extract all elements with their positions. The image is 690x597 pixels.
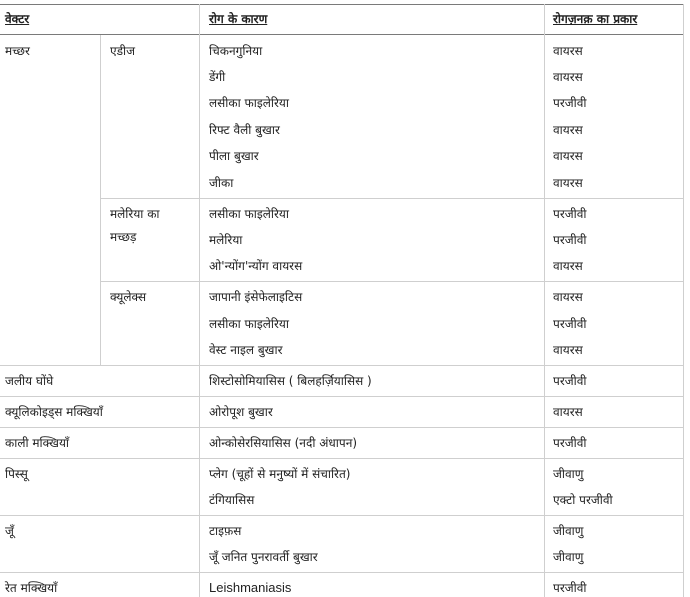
- pathogen-cell: वायरस: [553, 405, 583, 419]
- pathogen-cell: वायरस: [553, 70, 583, 84]
- pathogen-cell: वायरस: [553, 149, 583, 163]
- disease-cell: पीला बुखार: [209, 149, 259, 163]
- subvector-cell: क्यूलेक्स: [110, 290, 147, 304]
- disease-cell: टंगियासिस: [209, 493, 255, 507]
- pathogen-cell: जीवाणु: [553, 524, 584, 538]
- disease-cell: जापानी इंसेफेलाइटिस: [209, 290, 303, 304]
- pathogen-cell: वायरस: [553, 290, 583, 304]
- pathogen-cell: परजीवी: [553, 317, 587, 331]
- row-rule: [0, 396, 683, 397]
- disease-cell: लसीका फाइलेरिया: [209, 96, 289, 110]
- row-rule: [0, 515, 683, 516]
- row-rule: [100, 281, 683, 282]
- pathogen-cell: परजीवी: [553, 436, 587, 450]
- pathogen-cell: वायरस: [553, 123, 583, 137]
- column-rule: [544, 4, 545, 597]
- pathogen-cell: एक्टो परजीवी: [553, 493, 613, 507]
- header-bottom-rule: [0, 34, 683, 35]
- pathogen-cell: परजीवी: [553, 233, 587, 247]
- pathogen-cell: जीवाणु: [553, 467, 584, 481]
- vector-cell: जूँ: [5, 524, 14, 538]
- disease-cell: Leishmaniasis: [209, 580, 292, 595]
- pathogen-cell: जीवाणु: [553, 550, 584, 564]
- header-disease: रोग के कारण: [209, 12, 268, 26]
- row-rule: [0, 572, 683, 573]
- disease-cell: डेंगी: [209, 70, 226, 84]
- pathogen-cell: परजीवी: [553, 96, 587, 110]
- disease-cell: चिकनगुनिया: [209, 44, 263, 58]
- disease-cell: वेस्ट नाइल बुखार: [209, 343, 283, 357]
- disease-cell: रिफ्ट वैली बुखार: [209, 123, 280, 137]
- pathogen-cell: परजीवी: [553, 207, 587, 221]
- column-rule: [683, 4, 684, 597]
- vector-cell: क्यूलिकोइड्स मक्खियाँ: [5, 405, 103, 419]
- pathogen-cell: वायरस: [553, 176, 583, 190]
- disease-cell: जूँ जनित पुनरावर्ती बुखार: [209, 550, 318, 564]
- header-vector: वेक्टर: [5, 12, 30, 26]
- row-rule: [0, 365, 683, 366]
- disease-cell: मलेरिया: [209, 233, 243, 247]
- disease-cell: प्लेग (चूहों से मनुष्यों में संचारित): [209, 467, 351, 481]
- pathogen-cell: वायरस: [553, 44, 583, 58]
- column-rule: [199, 4, 200, 597]
- vector-cell: मच्छर: [5, 44, 30, 58]
- vector-cell: काली मक्खियाँ: [5, 436, 70, 450]
- disease-cell: ओरोपूश बुखार: [209, 405, 273, 419]
- disease-cell: ओ'न्योंग'न्योंग वायरस: [209, 259, 303, 273]
- disease-cell: ओन्कोसेरसियासिस (नदी अंधापन): [209, 436, 358, 450]
- header-pathogen-type: रोगज़नक़ का प्रकार: [553, 12, 638, 26]
- vector-cell: जलीय घोंघे: [5, 374, 54, 388]
- row-rule: [100, 198, 683, 199]
- row-rule: [0, 427, 683, 428]
- subvector-cell: एडीज: [110, 44, 136, 58]
- pathogen-cell: परजीवी: [553, 581, 587, 595]
- row-rule: [0, 458, 683, 459]
- disease-cell: लसीका फाइलेरिया: [209, 207, 289, 221]
- header-top-rule: [0, 4, 683, 5]
- vector-cell: रेत मक्खियाँ: [5, 581, 58, 595]
- pathogen-cell: परजीवी: [553, 374, 587, 388]
- vector-cell: पिस्सू: [5, 467, 28, 481]
- disease-cell: शिस्टोसोमियासिस ( बिलहर्ज़ियासिस ): [209, 374, 372, 388]
- column-rule: [100, 35, 101, 365]
- disease-cell: लसीका फाइलेरिया: [209, 317, 289, 331]
- subvector-cell: मच्छड़: [110, 230, 137, 244]
- pathogen-cell: वायरस: [553, 259, 583, 273]
- disease-cell: टाइफ़स: [209, 524, 242, 538]
- subvector-cell: मलेरिया का: [110, 207, 160, 221]
- disease-cell: जीका: [209, 176, 234, 190]
- pathogen-cell: वायरस: [553, 343, 583, 357]
